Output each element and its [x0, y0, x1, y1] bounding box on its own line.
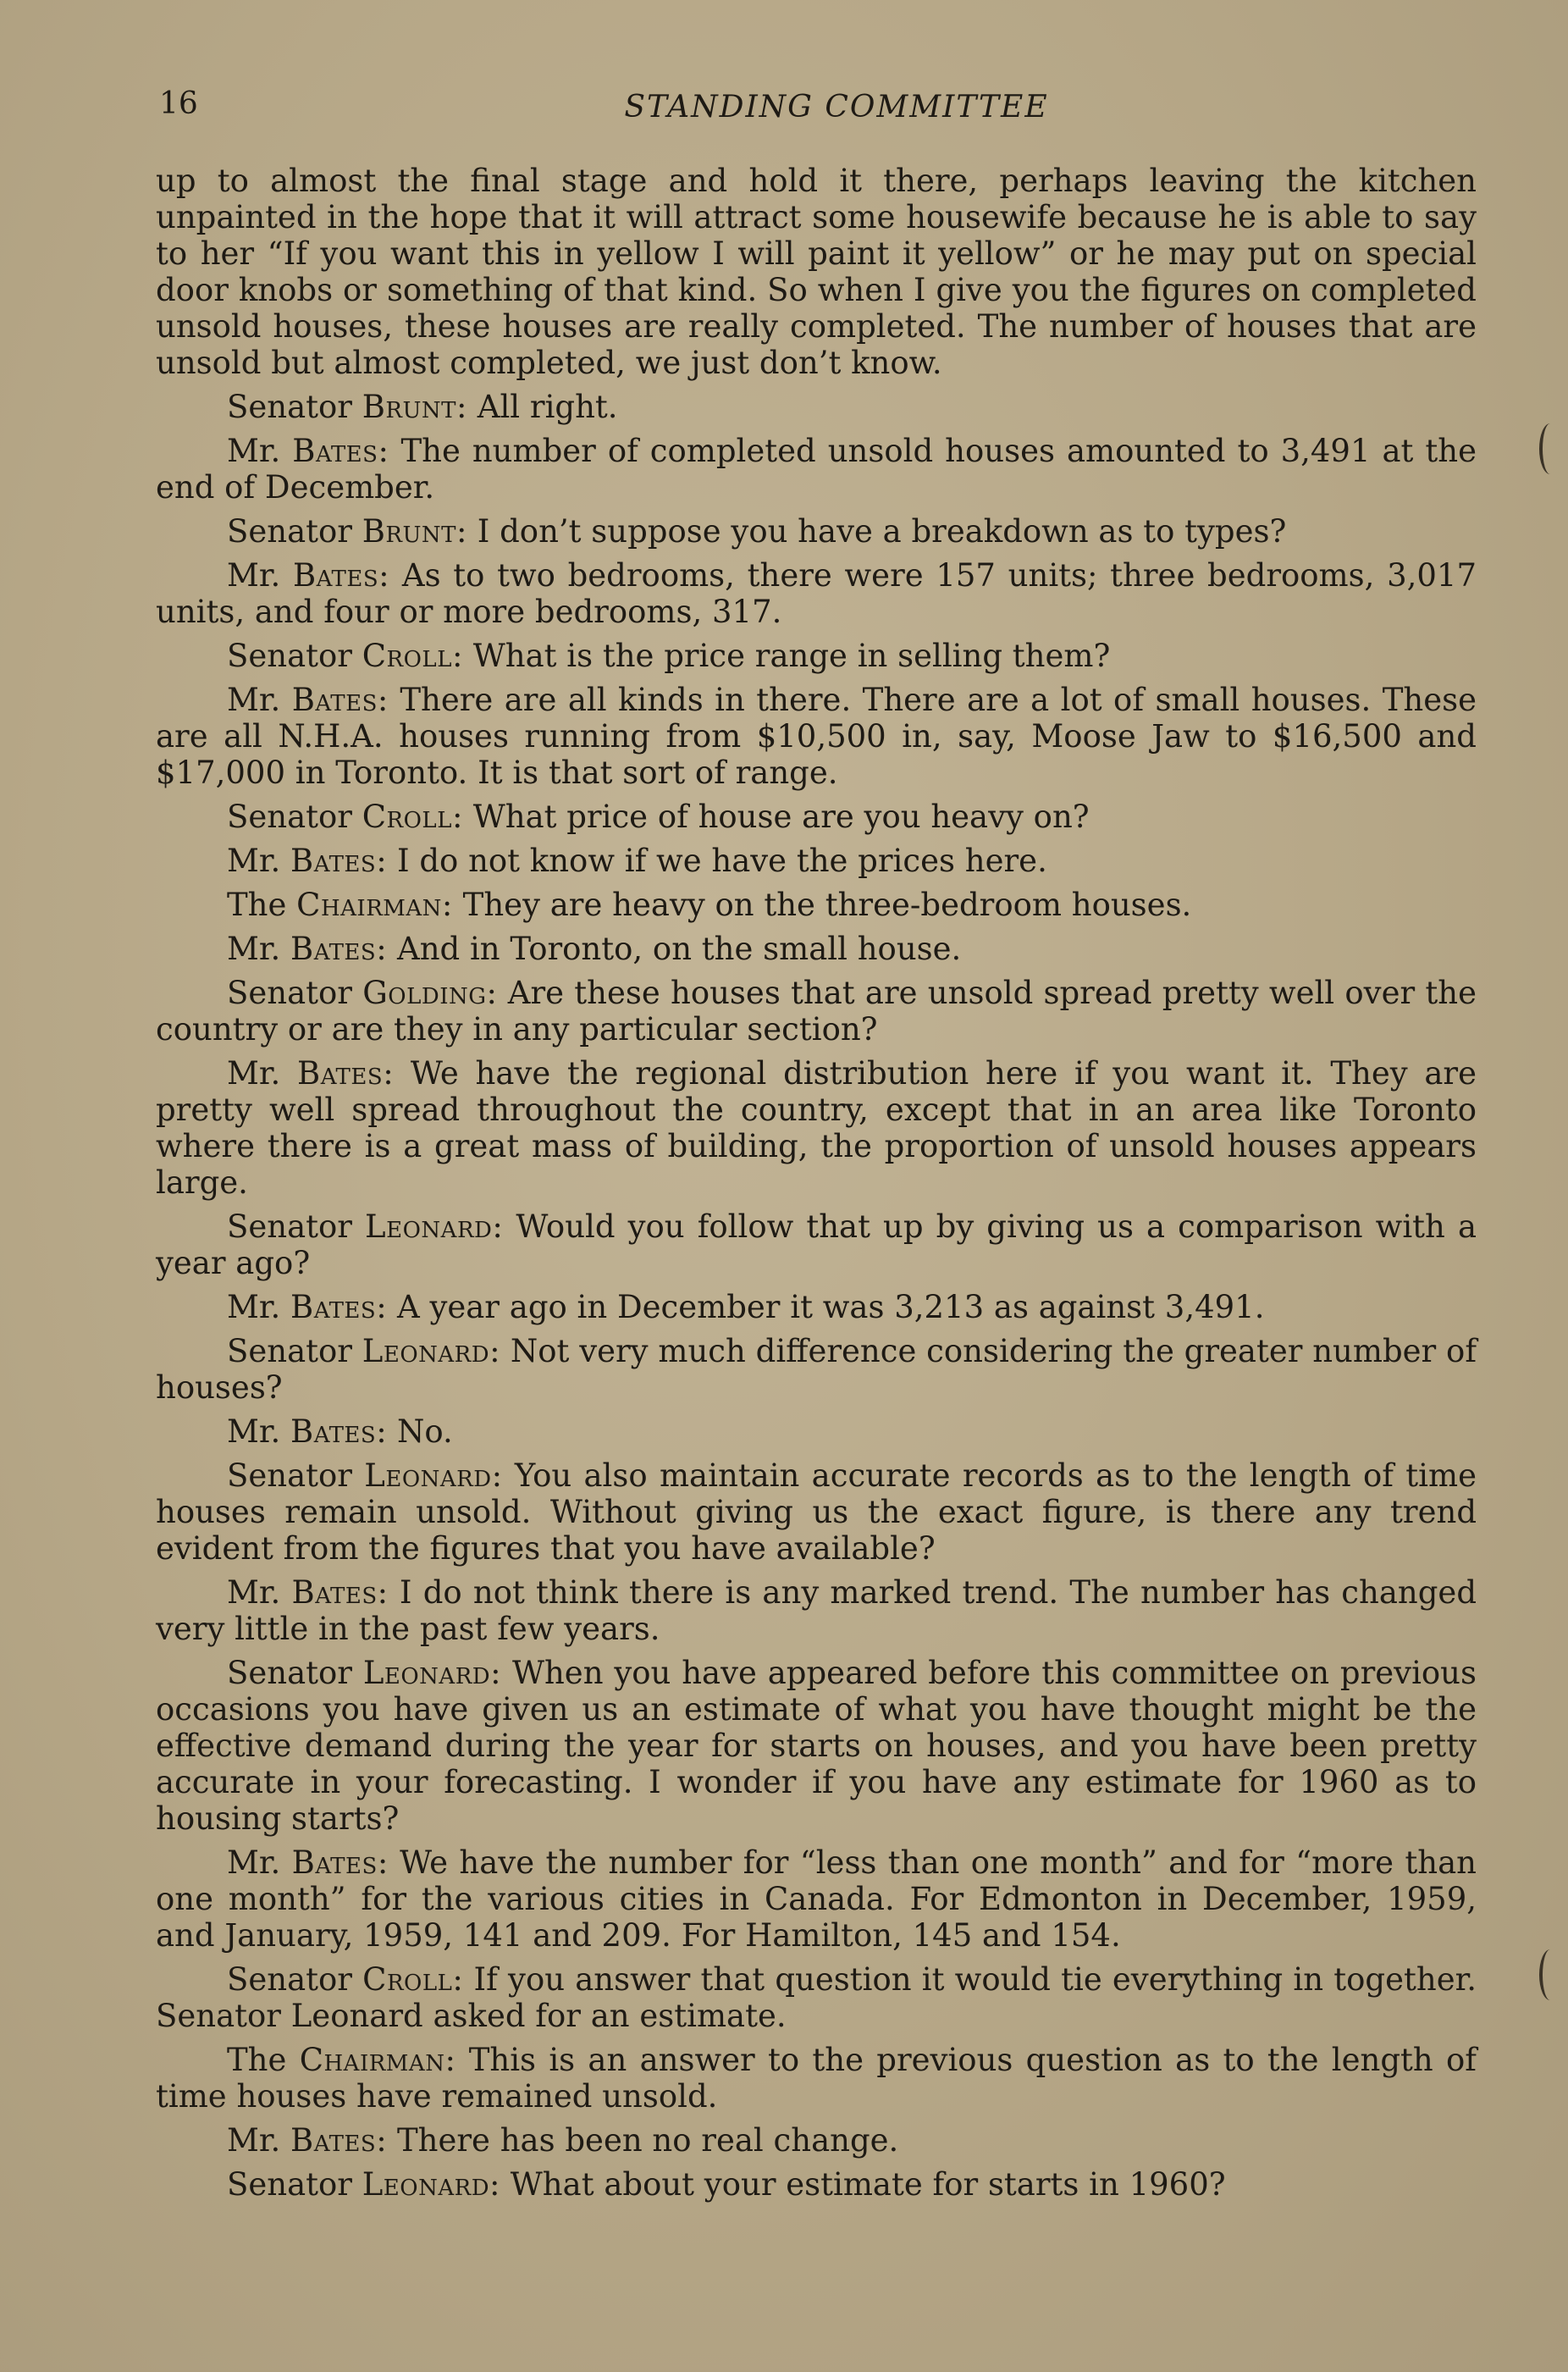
speaker-name: Croll:: [362, 1961, 464, 1998]
speaker-title: Mr.: [227, 2122, 281, 2159]
speaker-title: Mr.: [227, 557, 281, 594]
speech-paragraph: [156, 1844, 1477, 1954]
speech-text: We have the regional distribution here if you want it. They are pretty well spread throughout the country, except that in an area like Toronto where there is a great mass of building, the proportion of unsold houses appears large.: [156, 1055, 1477, 1201]
speech-paragraph: [156, 2042, 1477, 2115]
speech-text: I don’t suppose you have a breakdown as to types?: [477, 513, 1287, 550]
speech-text: This is an answer to the previous question as to the length of time houses have remained unsold.: [156, 2042, 1477, 2115]
speaker-name: Leonard:: [362, 1655, 502, 1691]
speech-text: When you have appeared before this committee on previous occasions you have given us an estimate of what you have thought might be the effective demand during the year for starts on houses, and you have been pretty accurate in your forecasting. I wonder if you have any estimate for 1960 as to housing starts?: [156, 1655, 1477, 1837]
speech-text: They are heavy on the three-bedroom houses.: [462, 887, 1192, 923]
speech-text: All right.: [477, 389, 618, 425]
speaker-title: Mr.: [227, 931, 281, 967]
speaker-title: Senator: [227, 638, 352, 674]
speech-paragraph: [156, 433, 1477, 506]
speaker-name: Bates:: [291, 682, 389, 718]
speaker-title: Senator: [227, 1333, 352, 1369]
speaker-title: Mr.: [227, 1413, 281, 1450]
speaker-name: Leonard:: [365, 1208, 504, 1245]
running-head: STANDING COMMITTEE: [624, 90, 1049, 124]
speech-paragraph: [156, 513, 1477, 550]
speech-text: What price of house are you heavy on?: [472, 799, 1090, 835]
speech-paragraph: [156, 1457, 1477, 1567]
speech-text: If you answer that question it would tie everything in together. Senator Leonard asked for an estimate.: [156, 1961, 1477, 2034]
speaker-title: Mr.: [227, 1289, 281, 1325]
speaker-title: Mr.: [227, 433, 281, 469]
speaker-name: Croll:: [362, 799, 463, 835]
speaker-title: Senator: [227, 1208, 352, 1245]
speaker-title: Senator: [227, 1457, 352, 1494]
speech-text: A year ago in December it was 3,213 as against 3,491.: [396, 1289, 1265, 1325]
speaker-title: The: [227, 2042, 287, 2078]
speech-text: No.: [396, 1413, 453, 1450]
speaker-name: Chairman:: [299, 2042, 456, 2078]
speech-text: And in Toronto, on the small house.: [396, 931, 962, 967]
continuation-paragraph: [156, 163, 1477, 381]
speech-text: There are all kinds in there. There are a lot of small houses. These are all N.H.A. houses running from $10,500 in, say, Moose Jaw to $16,500 and $17,000 in Toronto. It is that sort of range.: [156, 682, 1477, 791]
speaker-title: Senator: [227, 1961, 352, 1998]
speech-text: Would you follow that up by giving us a comparison with a year ago?: [156, 1208, 1477, 1281]
speaker-title: Mr.: [227, 843, 281, 879]
speaker-name: Bates:: [290, 931, 388, 967]
speech-paragraph: [156, 887, 1477, 923]
speech-text: You also maintain accurate records as to the length of time houses remain unsold. Without giving us the exact figure, is there any trend evident from the figures that you have available?: [156, 1457, 1477, 1567]
speech-paragraph: [156, 1208, 1477, 1281]
speech-paragraph: [156, 931, 1477, 967]
speaker-name: Bates:: [297, 1055, 395, 1092]
speaker-title: Senator: [227, 2166, 352, 2203]
binding-hole-mark: [1539, 1949, 1561, 2000]
speech-text: What is the price range in selling them?: [472, 638, 1111, 674]
speech-paragraph: [156, 1574, 1477, 1647]
speech-text: As to two bedrooms, there were 157 units; three bedrooms, 3,017 units, and four or more bedrooms, 317.: [156, 557, 1477, 630]
speaker-name: Leonard:: [362, 2166, 501, 2203]
speaker-name: Bates:: [291, 1574, 389, 1611]
speaker-name: Bates:: [292, 433, 389, 469]
speech-paragraph: [156, 1333, 1477, 1406]
speech-paragraph: [156, 1413, 1477, 1450]
speech-paragraph: [156, 2166, 1477, 2203]
speech-paragraph: [156, 1055, 1477, 1201]
speech-paragraph: [156, 389, 1477, 425]
speaker-name: Brunt:: [362, 513, 467, 550]
speaker-title: The: [227, 887, 287, 923]
speaker-name: Leonard:: [364, 1457, 503, 1494]
speaker-title: Mr.: [227, 1844, 281, 1881]
speaker-name: Chairman:: [296, 887, 453, 923]
speech-paragraph: [156, 682, 1477, 791]
speaker-title: Mr.: [227, 682, 281, 718]
speech-text: Not very much difference considering the greater number of houses?: [156, 1333, 1477, 1406]
speaker-name: Bates:: [291, 1844, 389, 1881]
speaker-name: Croll:: [362, 638, 463, 674]
speech-text: I do not think there is any marked trend. The number has changed very little in the past few years.: [156, 1574, 1477, 1647]
speech-text: There has been no real change.: [396, 2122, 899, 2159]
speech-text: I do not know if we have the prices here.: [396, 843, 1047, 879]
speaker-name: Bates:: [290, 1413, 388, 1450]
speaker-title: Senator: [227, 799, 352, 835]
speaker-name: Bates:: [290, 1289, 388, 1325]
binding-hole-mark: [1539, 423, 1561, 474]
speech-text: We have the number for “less than one month” and for “more than one month” for the various cities in Canada. For Edmonton in December, 1959, and January, 1959, 141 and 209. For Hamilton, 145 and 154.: [156, 1844, 1477, 1954]
speech-text: The number of completed unsold houses amounted to 3,491 at the end of December.: [156, 433, 1477, 506]
speaker-name: Bates:: [292, 557, 390, 594]
speech-paragraph: [156, 799, 1477, 835]
speaker-title: Senator: [227, 513, 352, 550]
speech-text: Are these houses that are unsold spread pretty well over the country or are they in any particular section?: [156, 975, 1477, 1048]
speaker-name: Leonard:: [362, 1333, 501, 1369]
speaker-name: Bates:: [290, 2122, 388, 2159]
speech-paragraph: [156, 638, 1477, 674]
speaker-name: Brunt:: [362, 389, 467, 425]
speaker-title: Senator: [227, 975, 352, 1011]
speech-text: up to almost the final stage and hold it there, perhaps leaving the kitchen unpainted in the hope that it will attract some housewife because he is able to say to her “If you want this in yellow I will paint it yellow” or he may put on special door knobs or something of that kind. So when I give you the figures on completed unsold houses, these houses are really completed. The number of houses that are unsold but almost completed, we just don’t know.: [156, 163, 1477, 381]
speaker-title: Mr.: [227, 1574, 281, 1611]
page-number: 16: [159, 86, 198, 121]
speech-paragraph: [156, 2122, 1477, 2159]
speech-paragraph: [156, 1289, 1477, 1325]
transcript-body: [156, 163, 1477, 2210]
speech-paragraph: [156, 1961, 1477, 2034]
speech-text: What about your estimate for starts in 1960?: [510, 2166, 1226, 2203]
speaker-title: Mr.: [227, 1055, 281, 1092]
page-header: [159, 86, 1480, 137]
speaker-title: Senator: [227, 1655, 352, 1691]
speech-paragraph: [156, 975, 1477, 1048]
speech-paragraph: [156, 557, 1477, 630]
speech-paragraph: [156, 843, 1477, 879]
speaker-name: Bates:: [290, 843, 388, 879]
speech-paragraph: [156, 1655, 1477, 1837]
speaker-title: Senator: [227, 389, 352, 425]
speaker-name: Golding:: [362, 975, 498, 1011]
